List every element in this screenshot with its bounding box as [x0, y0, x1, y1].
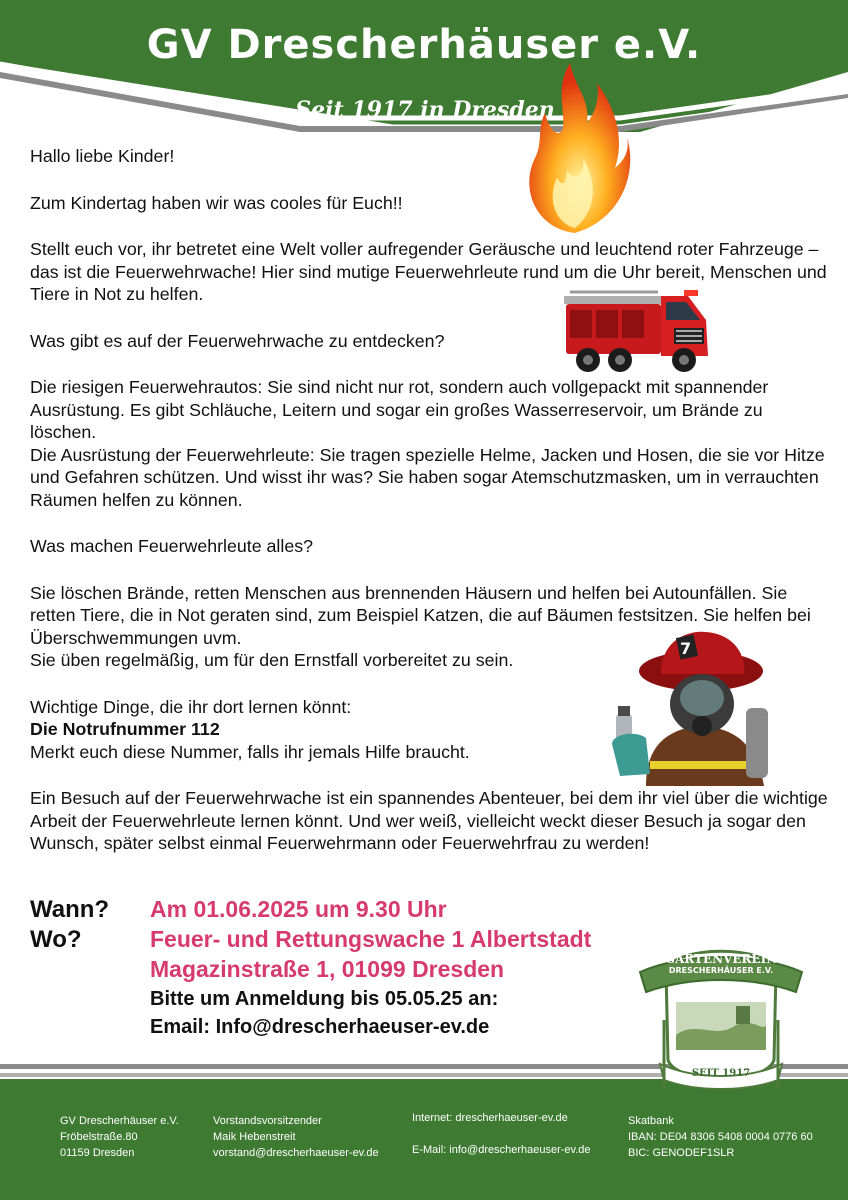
footer-board [213, 1113, 379, 1161]
register-email[interactable]: Email: Info@drescherhaeuser-ev.de [150, 1016, 490, 1038]
footer-email-link[interactable]: info@drescherhaeuser-ev.de [449, 1144, 591, 1156]
logo-top-text: GARTENVEREIN [664, 952, 778, 966]
footer-bic: BIC: GENODEF1SLR [628, 1147, 735, 1159]
organization-title: GV Drescherhäuser e.V. [146, 22, 702, 68]
footer-bank [628, 1113, 813, 1161]
footer-board-title: Vorstandsvorsitzender [213, 1115, 322, 1127]
footer-email-label: E-Mail: [412, 1144, 447, 1156]
when-label: Wann? [30, 896, 110, 923]
paragraph-equipment: Die Ausrüstung der Feuerwehrleute: Sie tragen spezielle Helme, Jacken und Hosen, die sie vor Hitze und Gefahren schützen. Und wisst ihr was? Sie haben sogar Atemschutzmasken, um in verrauchten Räumen helfen zu können. [30, 444, 825, 510]
when-value: Am 01.06.2025 um 9.30 Uhr [150, 896, 447, 922]
register-note: Bitte um Anmeldung bis 05.05.25 an: [150, 988, 499, 1010]
emergency-number: Die Notrufnummer 112 [30, 719, 220, 739]
event-details [30, 896, 650, 1046]
footer-internet-label: Internet: [412, 1112, 453, 1124]
footer-board-name: Maik Hebenstreit [213, 1131, 296, 1143]
learn-title: Wichtige Dinge, die ihr dort lernen könnt: [30, 696, 352, 717]
footer-city: 01159 Dresden [60, 1147, 135, 1159]
header-subtitle: Seit 1917 in Dresden [295, 97, 555, 123]
paragraph-fire-trucks: Die riesigen Feuerwehrautos: Sie sind nicht nur rot, sondern auch vollgepackt mit spannender Ausrüstung. Es gibt Schläuche, Leitern und sogar ein großes Wasserreservoir, um Brände zu löschen. [30, 377, 769, 442]
intro-text: Zum Kindertag haben wir was cooles für Euch!! [30, 192, 403, 213]
footer-contact [412, 1110, 591, 1158]
footer-street: Fröbelstraße.80 [60, 1131, 138, 1143]
where-label: Wo? [30, 926, 82, 953]
paragraph-training: Sie üben regelmäßig, um für den Ernstfall vorbereitet zu sein. [30, 650, 514, 670]
footer-bank-name: Skatbank [628, 1115, 674, 1127]
footer-org-name: GV Drescherhäuser e.V. [60, 1115, 179, 1127]
where-line-1: Feuer- und Rettungswache 1 Albertstadt [150, 926, 592, 952]
greeting: Hallo liebe Kinder! [30, 146, 175, 166]
footer-iban: IBAN: DE04 8306 5408 0004 0776 60 [628, 1131, 813, 1143]
remember-text: Merkt euch diese Nummer, falls ihr jemals Hilfe braucht. [30, 741, 470, 762]
svg-text:7: 7 [680, 639, 692, 658]
logo-name-text: DRESCHERHÄUSER E.V. [668, 966, 774, 975]
footer-address [60, 1113, 179, 1161]
logo-since-text: SEIT 1917 [691, 1068, 751, 1079]
paragraph-world: Stellt euch vor, ihr betretet eine Welt voller aufregender Geräusche und leuchtend roter Fahrzeuge – das ist die Feuerwehrwache! Hier sind mutige Feuerwehrleute rund um die Uhr bereit, Menschen und Tiere in Not zu helfen. [30, 239, 827, 304]
where-line-2: Magazinstraße 1, 01099 Dresden [150, 956, 505, 982]
question-discover: Was gibt es auf der Feuerwehrwache zu entdecken? [30, 330, 445, 351]
footer-website-link[interactable]: drescherhaeuser-ev.de [455, 1112, 568, 1124]
question-tasks: Was machen Feuerwehrleute alles? [30, 536, 313, 556]
letter-body [30, 145, 830, 879]
paragraph-adventure: Ein Besuch auf der Feuerwehrwache ist ein spannendes Abenteuer, bei dem ihr viel über die wichtige Arbeit der Feuerwehrleute lernen könnt. Und wer weiß, vielleicht weckt dieser Besuch ja sogar den Wunsch, später selbst einmal Feuerwehrmann oder Feuerwehrfrau zu werden! [30, 788, 828, 853]
footer-board-email[interactable]: vorstand@drescherhaeuser-ev.de [213, 1147, 379, 1159]
paragraph-tasks: Sie löschen Brände, retten Menschen aus brennenden Häusern und helfen bei Autounfällen. Sie retten Tiere, die in Not geraten sind, zum Beispiel Katzen, die auf Bäumen festsitzen. Sie helfen bei Überschwemmungen uvm. [30, 582, 811, 648]
